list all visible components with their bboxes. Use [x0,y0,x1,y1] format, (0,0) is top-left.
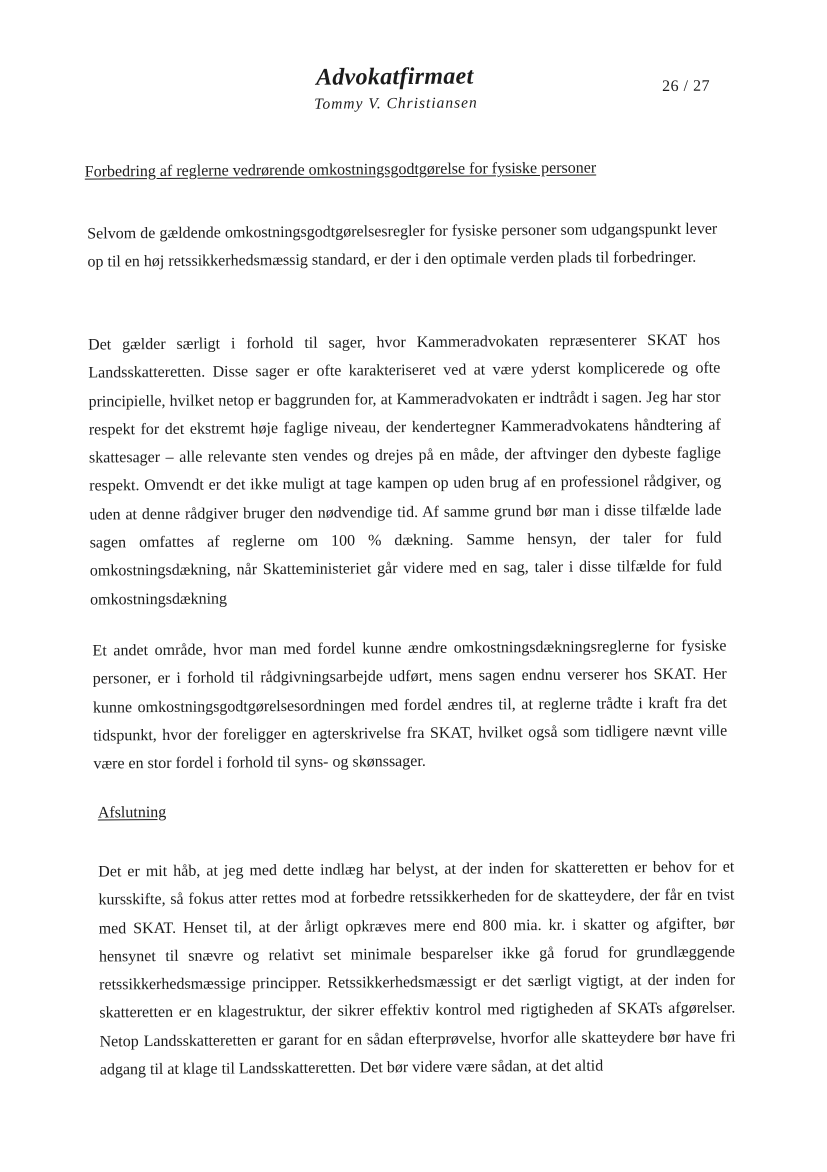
paragraph: Det gælder særligt i forhold til sager, hvor Kammeradvokaten repræsenterer SKAT hos Landsskatteretten. Disse sager er ofte karakteriseret ved at være yderst komplicerede og ofte principielle, hvilket netop er baggrunden for, at Kammeradvokaten er indtrådt i sagen. Jeg har stor respekt for det ekstremt høje faglige niveau, der kendertegner Kammeradvokatens håndtering af skattesager – alle relevante sten vendes og drejes på en måde, der aftvinger den dybeste faglige respekt. Omvendt er det ikke muligt at tage kampen op uden brug af en professionel rådgiver, og uden at denne rådgiver bruger den nødvendige tid. Af samme grund bør man i disse tilfælde lade sagen omfattes af reglerne om 100 % dækning. Samme hensyn, der taler for fuld omkostningsdækning, når Skatteministeriet går videre med en sag, taler i disse tilfælde for fuld omkostningsdækning [88,331,722,609]
letterhead-person-name: Tommy V. Christiansen [314,94,478,113]
paragraph: Selvom de gældende omkostningsgodtgørelsesregler for fysiske personer som udgangspunkt lever op til en høj retssikkerhedsmæssig standard, er der i den optimale verden plads til forbedringer. [87,220,718,271]
letterhead-firm-name: Advokatfirmaet [315,63,474,91]
paragraph: Det er mit håb, at jeg med dette indlæg har belyst, at der inden for skatteretten er behov for et kursskifte, så fokus atter rettes mod at forbedre retssikkerheden for de skatteydere, der får en tvist med SKAT. Henset til, at der årligt opkræves mere end 800 mia. kr. i skatter og afgifter, bør hensynet til snævre og relativt set minimale besparelser ikke gå forud for grundlæggende retssikkerhedsmæssige principper. Retssikkerhedsmæssigt er det særligt vigtigt, at der inden for skatteretten er en klagestruktur, der sikrer effektiv kontrol med rigtigheden af SKATs afgørelser. Netop Landsskatteretten er garant for en sådan efterprøvelse, hvorfor alle skatteydere bør have fri adgang til at klage til Landsskatteretten. Det bør videre være sådan, at det altid [98,858,736,1079]
page-number: 26 / 27 [662,77,711,96]
paragraph: Et andet område, hvor man med fordel kunne ændre omkostningsdækningsreglerne for fysiske personer, er i forhold til rådgivningsarbejde udført, mens sagen endnu verserer hos SKAT. Her kunne omkostningsgodtgørelsesordningen med fordel ændres til, at reglerne trådte i kraft fra det tidspunkt, hvor der foreligger en agterskrivelse fra SKAT, hvilket også som tidligere nævnt ville være en stor fordel i forhold til syns- og skønssager. [92,637,728,773]
section-heading-improvements: Forbedring af reglerne vedrørende omkostningsgodtgørelse for fysiske personer [84,159,597,181]
section-heading-conclusion: Afslutning [97,803,167,822]
